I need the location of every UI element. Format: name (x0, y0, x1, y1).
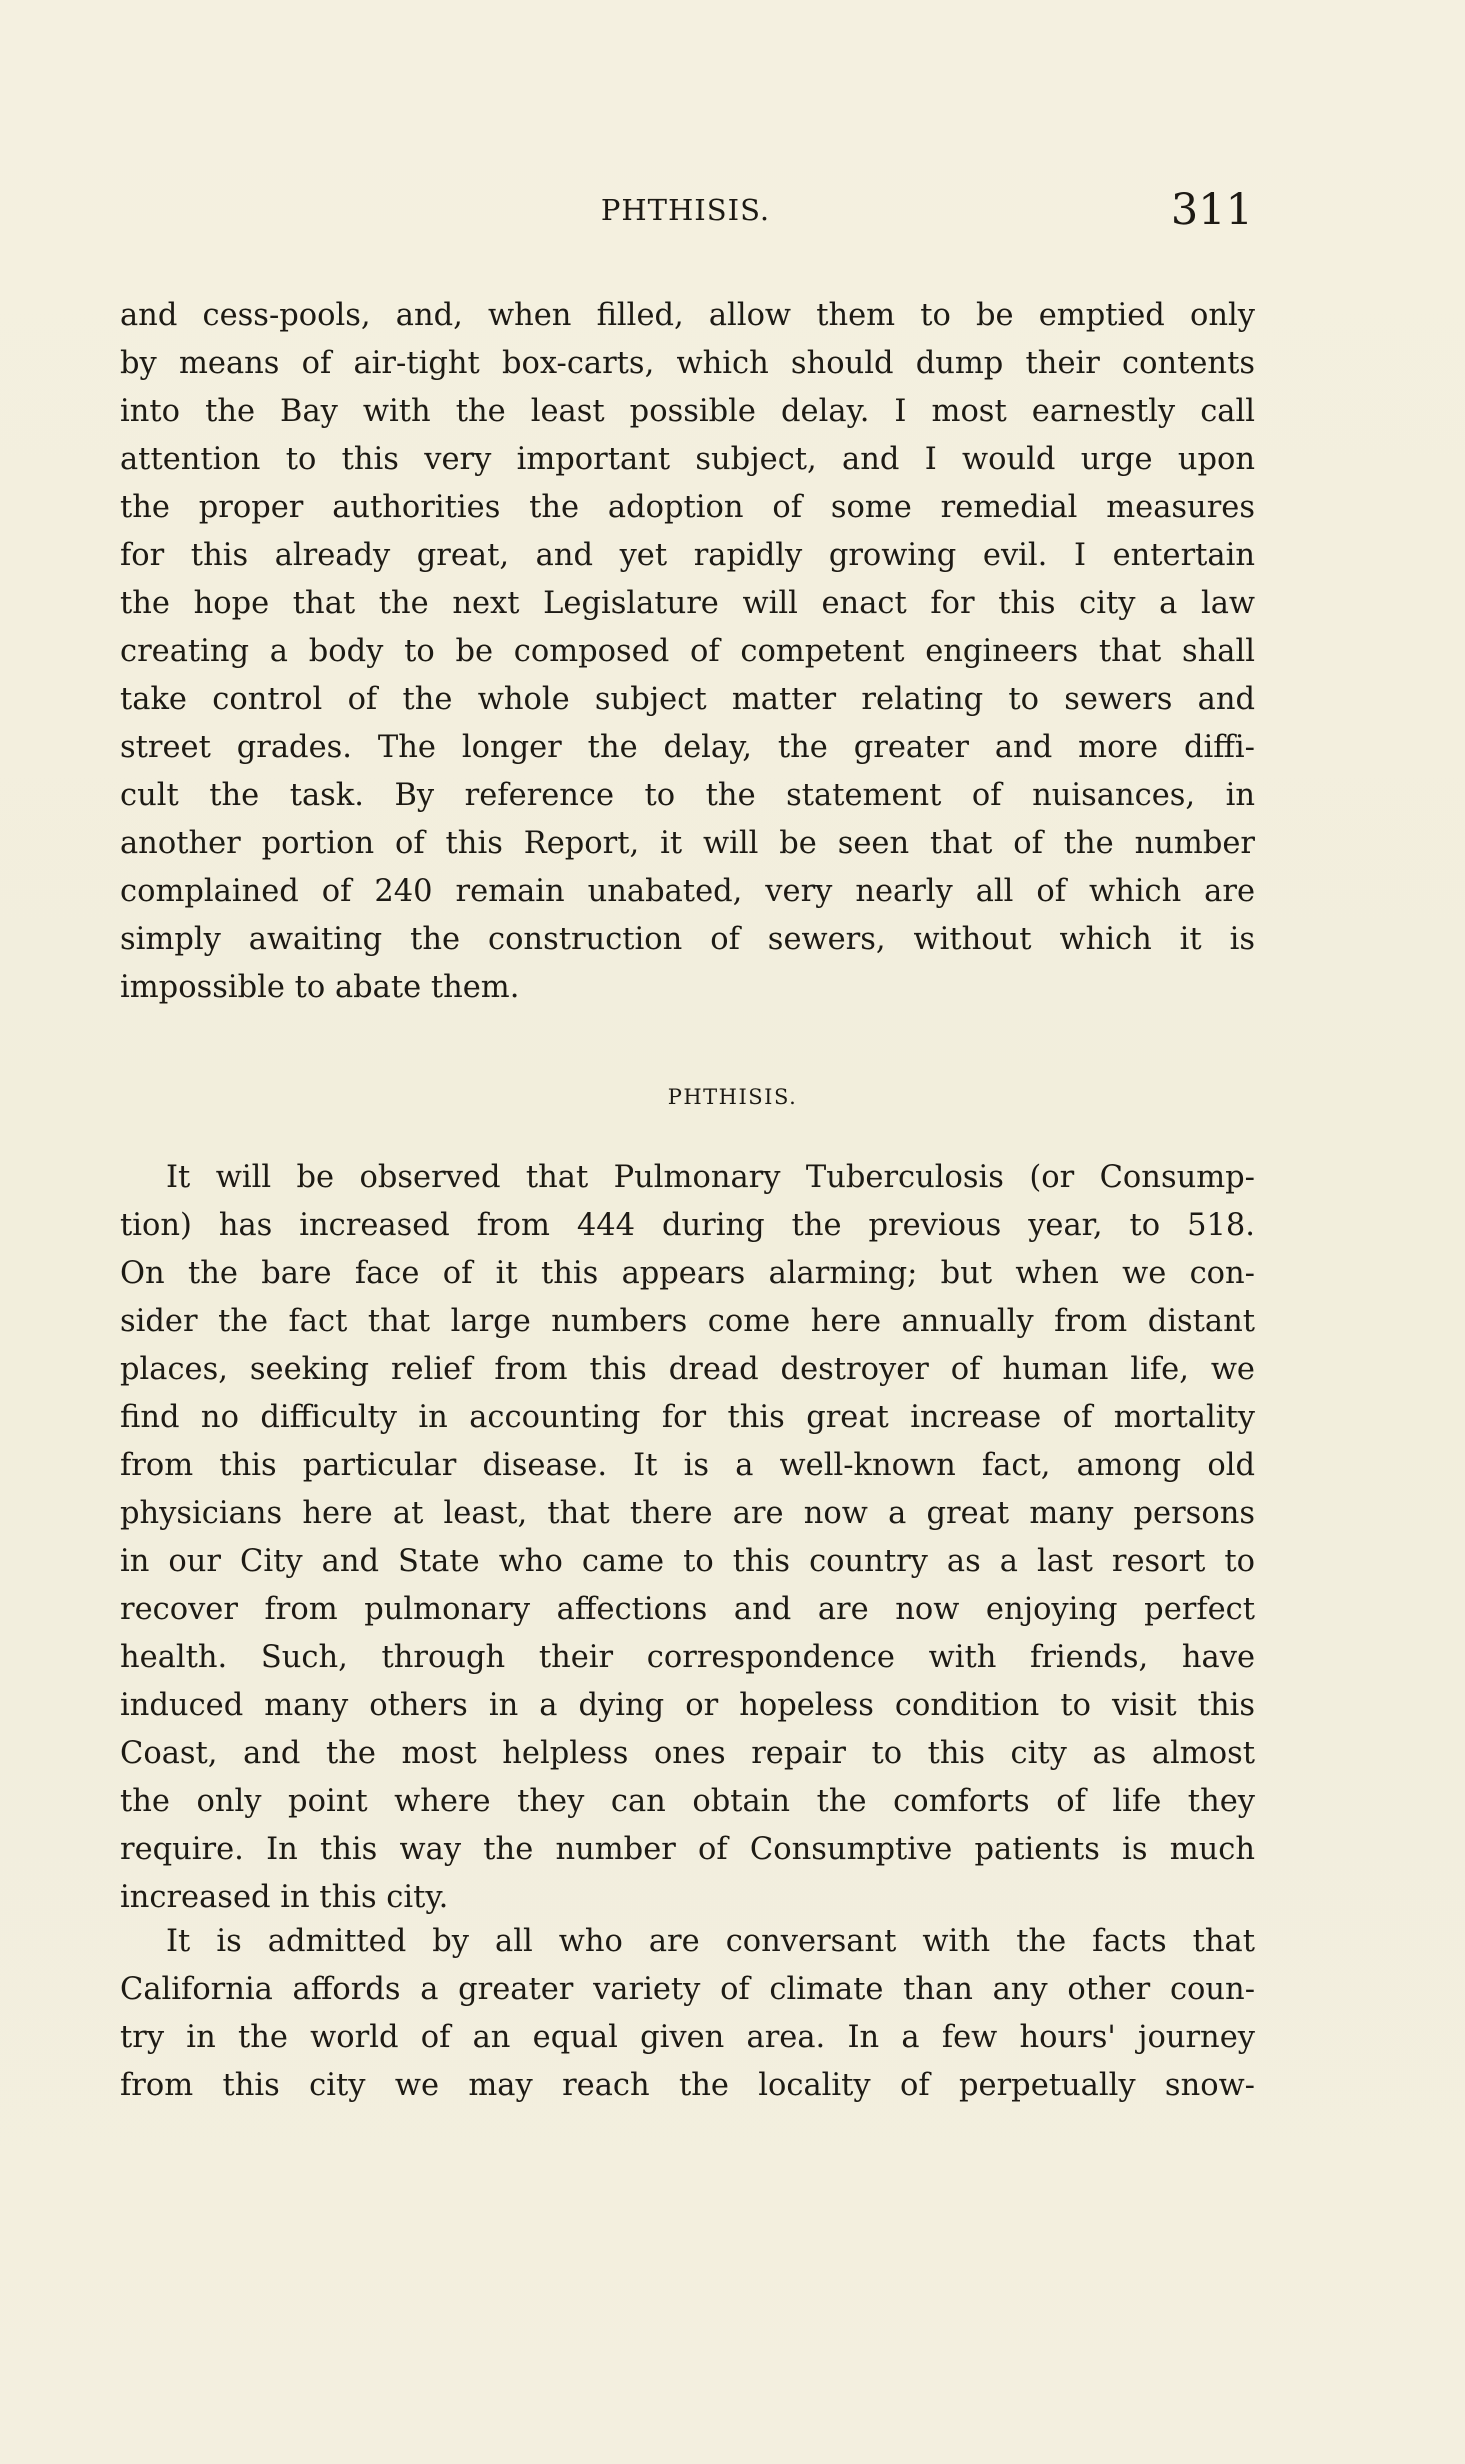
paragraph-sewers (120, 292, 1255, 1012)
text-line: from this city we may reach the locality of perpetually snow- (120, 2068, 1255, 2103)
text-line: complained of 240 remain unabated, very nearly all of which are (120, 874, 1255, 909)
text-line: simply awaiting the construction of sewers, without which it is (120, 922, 1255, 957)
text-line: require. In this way the number of Consumptive patients is much (120, 1832, 1255, 1867)
text-line: sider the fact that large numbers come here annually from distant (120, 1304, 1255, 1339)
text-line: attention to this very important subject, and I would urge upon (120, 442, 1255, 477)
text-line: the only point where they can obtain the comforts of life they (120, 1784, 1255, 1819)
text-line: cult the task. By reference to the statement of nuisances, in (120, 778, 1255, 813)
text-line: in our City and State who came to this country as a last resort to (120, 1544, 1255, 1579)
text-line: recover from pulmonary affections and are now enjoying perfect (120, 1592, 1255, 1627)
text-line: for this already great, and yet rapidly growing evil. I entertain (120, 538, 1255, 573)
text-line: the hope that the next Legislature will enact for this city a law (120, 586, 1255, 621)
text-line: induced many others in a dying or hopeless condition to visit this (120, 1688, 1255, 1723)
text-line: California affords a greater variety of climate than any other coun- (120, 1972, 1255, 2007)
text-line: and cess-pools, and, when filled, allow them to be emptied only (120, 298, 1255, 333)
text-line: the proper authorities the adoption of some remedial measures (120, 490, 1255, 525)
text-line: by means of air-tight box-carts, which should dump their contents (120, 346, 1255, 381)
text-line: into the Bay with the least possible delay. I most earnestly call (120, 394, 1255, 429)
text-line: increased in this city. (120, 1880, 449, 1915)
text-line: creating a body to be composed of competent engineers that shall (120, 634, 1255, 669)
text-line: It is admitted by all who are conversant with the facts that (166, 1924, 1255, 1959)
text-line: find no difficulty in accounting for this great increase of mortality (120, 1400, 1255, 1435)
text-line: It will be observed that Pulmonary Tuberculosis (or Consump- (166, 1160, 1255, 1195)
text-line: health. Such, through their correspondence with friends, have (120, 1640, 1255, 1675)
text-line: from this particular disease. It is a well-known fact, among old (120, 1448, 1255, 1483)
text-line: another portion of this Report, it will be seen that of the number (120, 826, 1255, 861)
text-line: physicians here at least, that there are now a great many persons (120, 1496, 1255, 1531)
paragraph-california-climate (120, 1918, 1255, 2110)
text-line: Coast, and the most helpless ones repair to this city as almost (120, 1736, 1255, 1771)
running-title: PHTHISIS. (600, 193, 771, 227)
text-line: try in the world of an equal given area. In a few hours' journey (120, 2020, 1255, 2055)
text-line: On the bare face of it this appears alarming; but when we con- (120, 1256, 1255, 1291)
text-line: take control of the whole subject matter relating to sewers and (120, 682, 1255, 717)
text-line: places, seeking relief from this dread destroyer of human life, we (120, 1352, 1255, 1387)
text-line: tion) has increased from 444 during the previous year, to 518. (120, 1208, 1255, 1243)
text-line: impossible to abate them. (120, 970, 520, 1005)
paragraph-phthisis (120, 1154, 1255, 1922)
page-number: 311 (1170, 185, 1253, 235)
section-heading: PHTHISIS. (667, 1085, 798, 1109)
text-line: street grades. The longer the delay, the greater and more diffi- (120, 730, 1255, 765)
running-head (118, 185, 1253, 245)
